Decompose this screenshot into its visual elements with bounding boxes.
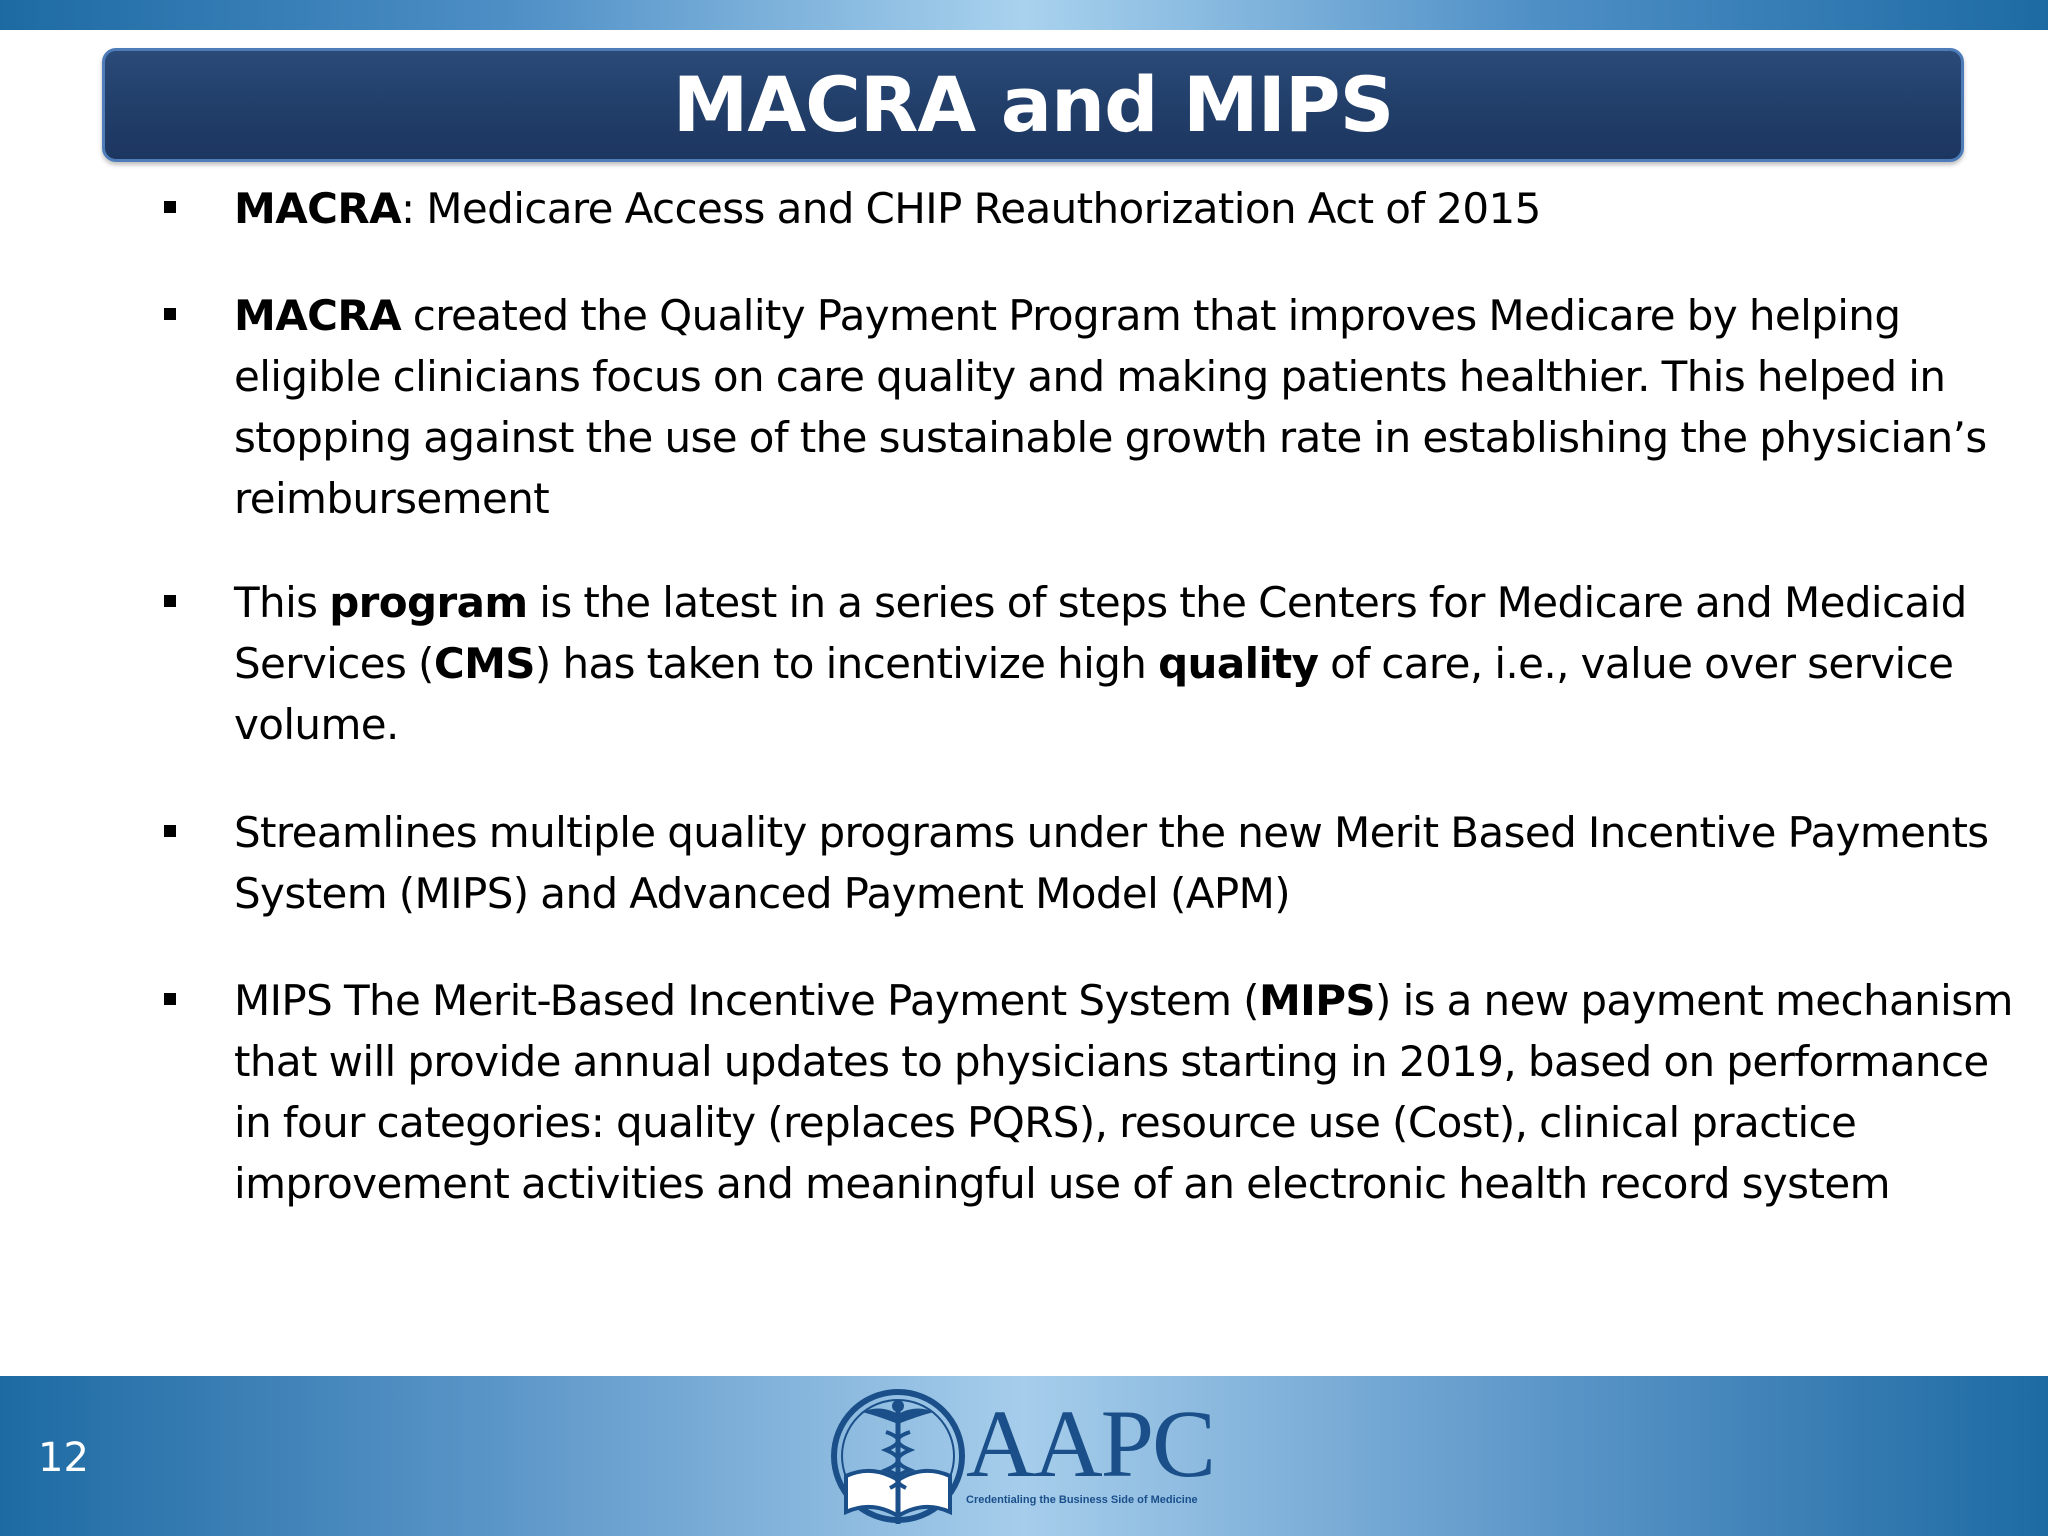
square-bullet-icon: [164, 595, 176, 607]
bullet-text-segment: : Medicare Access and CHIP Reauthorization Act of 2015: [400, 184, 1541, 233]
bullet-item: [160, 970, 2034, 1214]
bullet-text: [234, 578, 1967, 749]
bullet-text-segment: ) has taken to incentivize high: [534, 639, 1159, 688]
bullet-item: [160, 178, 2034, 239]
bullet-text: [234, 976, 2013, 1208]
bullet-text-bold: MACRA: [234, 291, 401, 340]
bullet-text-segment: is the latest in a series of steps the Centers for Medicare and Medicaid Services (: [234, 578, 1967, 688]
bullet-text: [234, 184, 1541, 233]
bullet-text-bold: MIPS: [1258, 976, 1376, 1025]
caduceus-book-icon: [828, 1384, 968, 1530]
bullet-item: [160, 802, 2034, 924]
square-bullet-icon: [164, 308, 176, 320]
bullet-text-bold: MACRA: [234, 184, 401, 233]
bullet-item: [160, 572, 2034, 755]
bullet-text: [234, 808, 1989, 918]
bullet-text-bold: CMS: [433, 639, 535, 688]
logo-tagline: Credentialing the Business Side of Medicine: [966, 1494, 1198, 1506]
logo-name: AAPC: [966, 1390, 1215, 1497]
bullet-text-bold: program: [329, 578, 528, 627]
bullet-item: [160, 285, 2034, 529]
slide-title: MACRA and MIPS: [672, 60, 1394, 149]
bullet-text-segment: ) is a new payment mechanism that will provide annual updates to physicians starting in 2019, based on performance in four categories: quality (replaces PQRS), resource use (Cost), clinical practice improvement activities and meaningful use of an electronic health record system: [234, 976, 2013, 1208]
square-bullet-icon: [164, 825, 176, 837]
page-number: 12: [38, 1435, 89, 1481]
bullet-text: [234, 291, 1987, 523]
square-bullet-icon: [164, 201, 176, 213]
bullet-text-segment: created the Quality Payment Program that improves Medicare by helping eligible clinicians focus on care quality and making patients healthier. This helped in stopping against the use of the sustainable growth rate in establishing the physician’s reimbursement: [234, 291, 1987, 523]
square-bullet-icon: [164, 993, 176, 1005]
bullet-text-segment: Streamlines multiple quality programs under the new Merit Based Incentive Payments System (MIPS) and Advanced Payment Model (APM): [234, 808, 1989, 918]
bullet-text-segment: This: [234, 578, 330, 627]
bullet-text-bold: quality: [1158, 639, 1319, 688]
bullet-text-segment: of care, i.e., value over service volume.: [234, 639, 1954, 749]
title-bar: [102, 48, 1964, 162]
bullet-text-segment: MIPS The Merit-Based Incentive Payment System (: [234, 976, 1259, 1025]
top-decorative-band: [0, 0, 2048, 30]
aapc-logo: [828, 1384, 1220, 1530]
